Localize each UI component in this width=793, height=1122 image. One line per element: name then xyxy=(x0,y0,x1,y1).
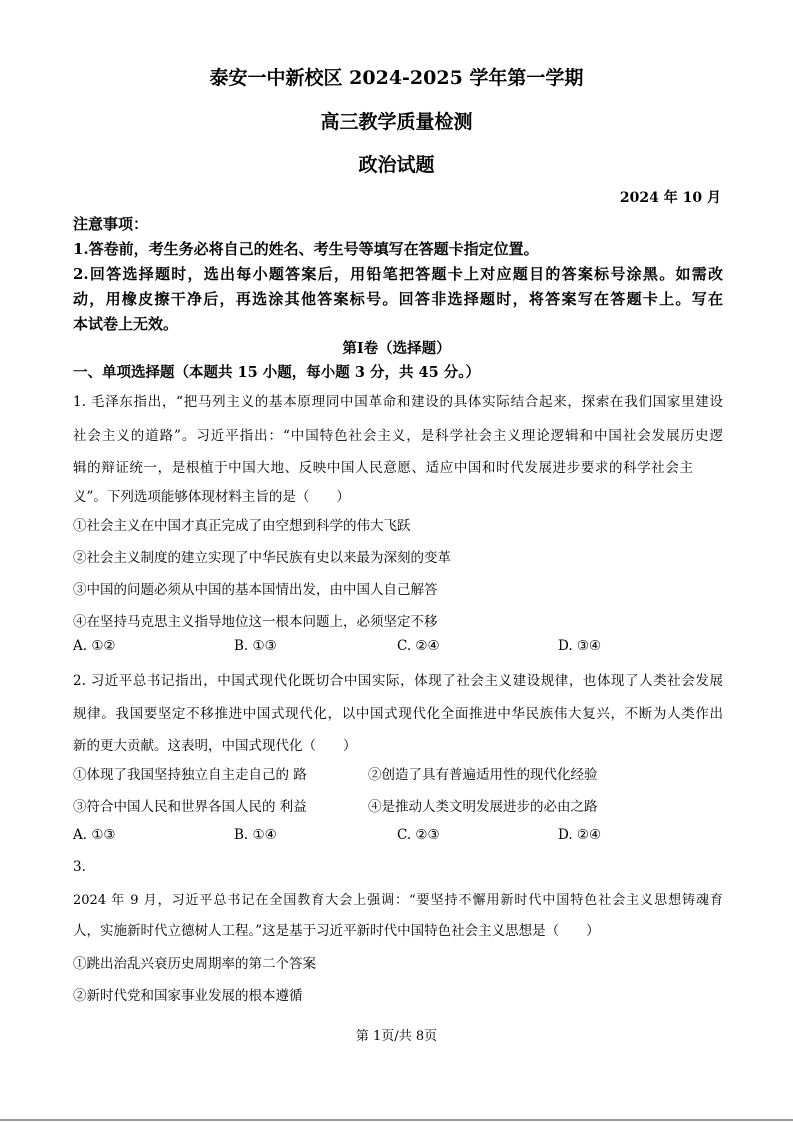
notice-heading: 注意事项： xyxy=(73,215,149,233)
q1-stem-line-3: 辑的辩证统一，是根植于中国大地、反映中国人民意愿、适应中国和时代发展进步要求的科学社会主 xyxy=(73,460,693,476)
q3-statement-1: ①跳出治乱兴衰历史周期率的第二个答案 xyxy=(73,956,316,972)
q2-stem-line-2: 规律。我国要坚定不移推进中国式现代化，以中国式现代化全面推进中华民族伟大复兴，不断为人类作出 xyxy=(73,706,723,722)
q2-option-a: A. ①③ xyxy=(73,827,116,843)
q3-number: 3. xyxy=(73,859,86,875)
q3-stem-line-2: 人，实施新时代立德树人工程。”这是基于习近平新时代中国特色社会主义思想是（ ） xyxy=(73,923,600,939)
q1-option-b: B. ①③ xyxy=(234,638,277,654)
q2-statement-2: ②创造了具有普遍适用性的现代化经验 xyxy=(368,767,598,783)
q1-statement-2: ②社会主义制度的建立实现了中华民族有史以来最为深刻的变革 xyxy=(73,550,451,566)
q1-stem-line-2: 社会主义的道路”。习近平指出：“中国特色社会主义，是科学社会主义理论逻辑和中国社会发展历史逻 xyxy=(73,428,723,444)
page-number: 第 1页/共 8页 xyxy=(355,1029,438,1044)
q2-stem-line-3: 新的更大贡献。这表明，中国式现代化（ ） xyxy=(73,738,357,754)
q2-stem-line-1: 2. 习近平总书记指出，中国式现代化既切合中国实际，体现了社会主义建设规律，也体现了人类社会发展 xyxy=(73,673,723,689)
exam-title-school: 泰安一中新校区 2024-2025 学年第一学期 xyxy=(209,67,584,89)
q3-stem-line-1: 2024 年 9 月，习近平总书记在全国教育大会上强调：“要坚持不懈用新时代中国特色社会主义思想铸魂育 xyxy=(73,893,723,908)
q2-option-d: D. ②④ xyxy=(558,827,602,843)
q1-option-a: A. ①② xyxy=(73,638,116,654)
q2-statement-1: ①体现了我国坚持独立自主走自己的 路 xyxy=(73,767,307,783)
q2-statement-4: ④是推动人类文明发展进步的必由之路 xyxy=(368,799,598,815)
q1-option-c: C. ②④ xyxy=(397,638,440,654)
q1-statement-3: ③中国的问题必须从中国的基本国情出发，由中国人自己解答 xyxy=(73,582,438,598)
part-heading: 一、单项选择题（本题共 15 小题，每小题 3 分，共 45 分。） xyxy=(73,364,480,381)
q1-option-d: D. ③④ xyxy=(558,638,602,654)
q2-option-c: C. ②③ xyxy=(397,827,440,843)
q2-statement-3: ③符合中国人民和世界各国人民的 利益 xyxy=(73,799,307,815)
notice-item-1: 1.答卷前，考生务必将自己的姓名、考生号等填写在答题卡指定位置。 xyxy=(73,240,539,258)
section-title: 第Ⅰ卷（选择题） xyxy=(342,340,451,357)
notice-item-2-line-2: 动，用橡皮擦干净后，再选涂其他答案标号。回答非选择题时，将答案写在答题卡上。写在 xyxy=(73,290,723,308)
q1-statement-4: ④在坚持马克思主义指导地位这一根本问题上，必须坚定不移 xyxy=(73,614,438,630)
page-bottom-divider xyxy=(0,1119,793,1121)
exam-title-grade: 高三教学质量检测 xyxy=(320,111,473,133)
notice-item-2-line-3: 本试卷上无效。 xyxy=(73,315,179,333)
exam-title-subject: 政治试题 xyxy=(358,154,435,176)
q1-stem-line-1: 1. 毛泽东指出，“把马列主义的基本原理同中国革命和建设的具体实际结合起来，探索在我们国家里建设 xyxy=(73,394,723,410)
q1-statement-1: ①社会主义在中国才真正完成了由空想到科学的伟大飞跃 xyxy=(73,518,411,534)
q3-statement-2: ②新时代党和国家事业发展的根本遵循 xyxy=(73,988,303,1004)
q2-option-b: B. ①④ xyxy=(234,827,277,843)
notice-item-2-line-1: 2.回答选择题时，选出每小题答案后，用铅笔把答题卡上对应题目的答案标号涂黑。如需改 xyxy=(73,265,723,283)
q1-stem-line-4: 义”。下列选项能够体现材料主旨的是（ ） xyxy=(73,489,350,505)
exam-date: 2024 年 10 月 xyxy=(619,190,721,206)
